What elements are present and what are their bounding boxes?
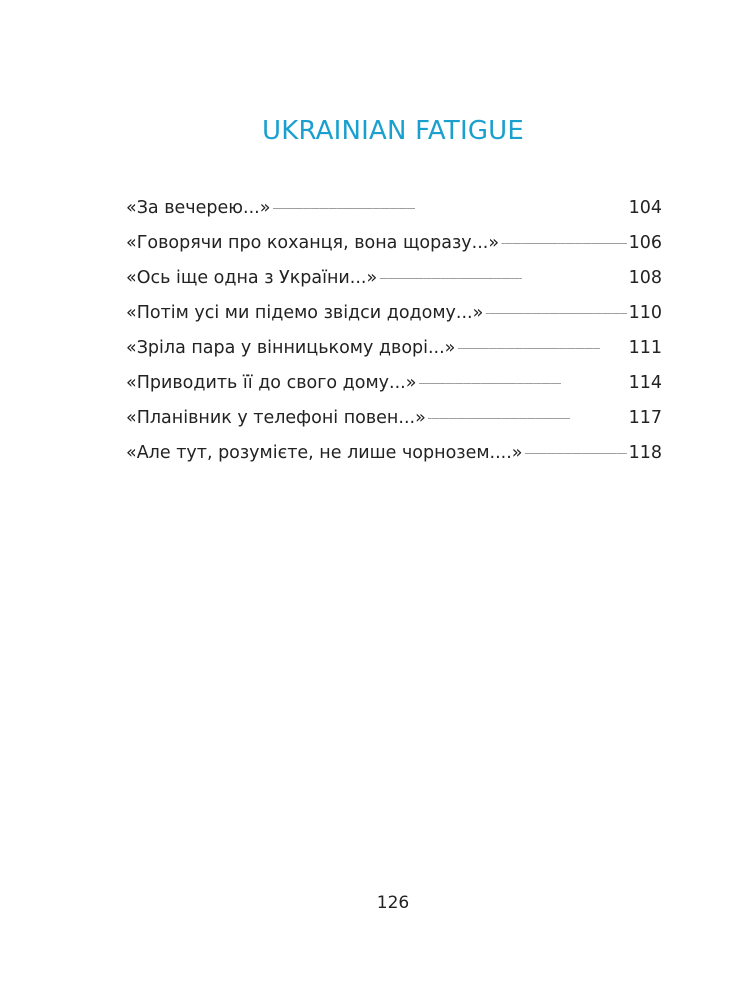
table-of-contents	[126, 194, 662, 474]
dot-leader	[379, 269, 626, 283]
toc-entry	[126, 404, 662, 439]
toc-entry	[126, 369, 662, 404]
dot-leader	[501, 234, 627, 248]
toc-entry	[126, 264, 662, 299]
toc-entry-page: 118	[628, 443, 662, 463]
toc-entry	[126, 299, 662, 334]
section-title: UKRAINIAN FATIGUE	[261, 116, 525, 146]
dot-leader	[485, 304, 626, 318]
toc-entry-page: 114	[628, 373, 662, 393]
toc-entry-title: «Зріла пара у вінницькому дворі...»	[126, 338, 456, 358]
dot-leader	[525, 444, 627, 458]
toc-entry-page: 110	[628, 303, 662, 323]
dot-leader	[428, 409, 627, 423]
toc-entry-title: «Приводить її до свого дому...»	[126, 373, 417, 393]
toc-entry-page: 104	[628, 198, 662, 218]
dot-leader	[457, 339, 626, 353]
toc-entry-title: «Планівник у телефоні повен...»	[126, 408, 426, 428]
toc-entry-title: «Але тут, розумієте, не лише чорнозем....»	[126, 443, 523, 463]
dot-leader	[272, 199, 626, 213]
toc-entry	[126, 194, 662, 229]
toc-entry-title: «Потім усі ми підемо звідси додому...»	[126, 303, 484, 323]
toc-entry-page: 111	[628, 338, 662, 358]
toc-entry-page: 106	[628, 233, 662, 253]
toc-entry	[126, 439, 662, 474]
toc-entry	[126, 229, 662, 264]
toc-entry-title: «Ось іще одна з України...»	[126, 268, 378, 288]
toc-entry-title: «За вечерею...»	[126, 198, 271, 218]
toc-entry-page: 108	[628, 268, 662, 288]
page-number: 126	[376, 893, 410, 913]
dot-leader	[418, 374, 626, 388]
toc-entry-title: «Говорячи про коханця, вона щоразу...»	[126, 233, 500, 253]
toc-entry-page: 117	[628, 408, 662, 428]
toc-entry	[126, 334, 662, 369]
